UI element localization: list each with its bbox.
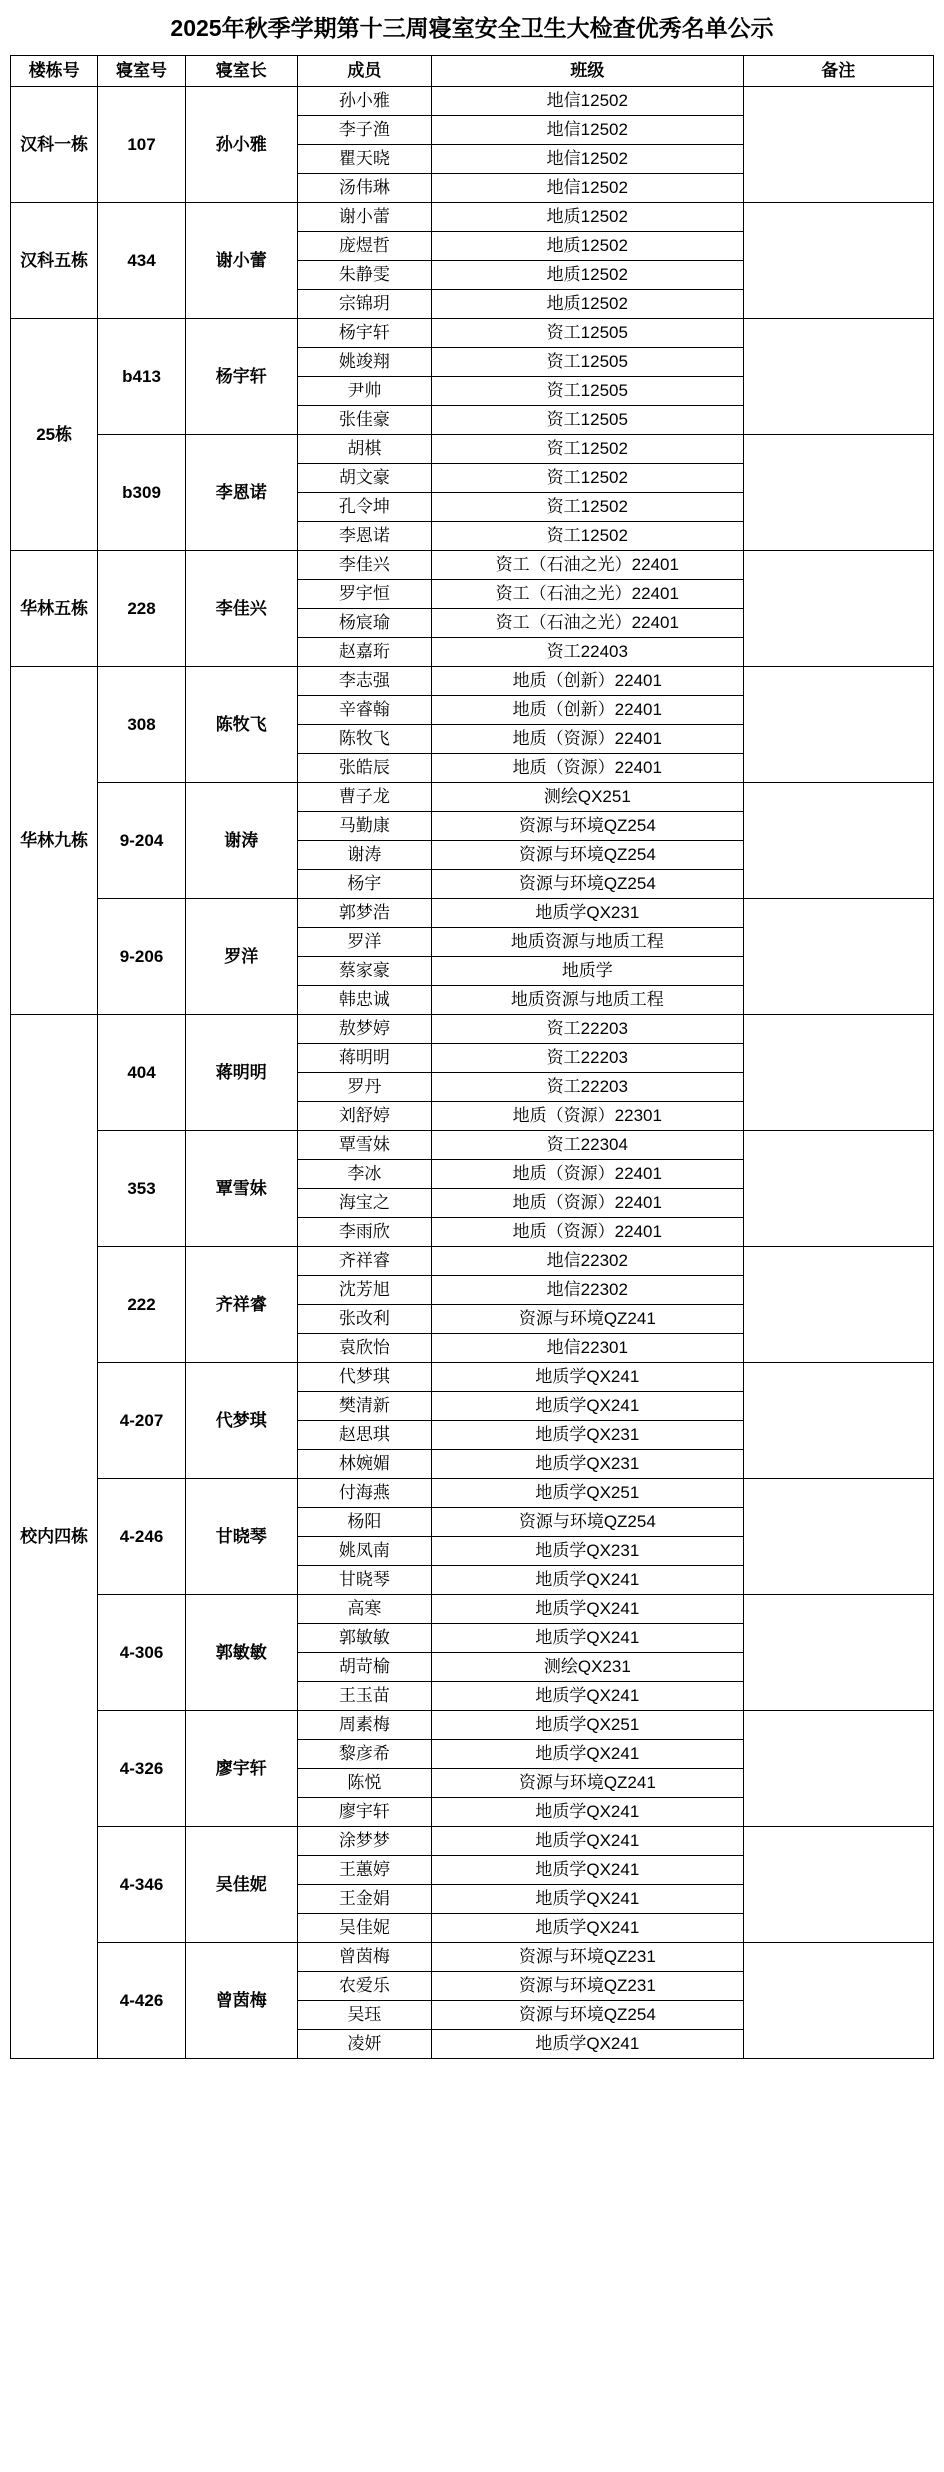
cell-member-name: 谢小蕾	[297, 203, 431, 232]
cell-class: 地质学QX231	[432, 1537, 743, 1566]
cell-class: 地质学QX251	[432, 1711, 743, 1740]
cell-class: 资源与环境QZ254	[432, 2001, 743, 2030]
table-row	[11, 899, 934, 928]
cell-room: 4-346	[98, 1827, 185, 1943]
cell-note	[743, 783, 933, 899]
cell-member-name: 马勤康	[297, 812, 431, 841]
cell-note	[743, 1595, 933, 1711]
cell-member-name: 谢涛	[297, 841, 431, 870]
cell-member-name: 齐祥睿	[297, 1247, 431, 1276]
cell-class: 测绘QX231	[432, 1653, 743, 1682]
cell-class: 资源与环境QZ241	[432, 1305, 743, 1334]
cell-member-name: 黎彦希	[297, 1740, 431, 1769]
cell-member-name: 胡棋	[297, 435, 431, 464]
cell-member-name: 姚凤南	[297, 1537, 431, 1566]
cell-member-name: 廖宇轩	[297, 1798, 431, 1827]
cell-member-name: 付海燕	[297, 1479, 431, 1508]
cell-member-name: 王蕙婷	[297, 1856, 431, 1885]
cell-class: 地质学QX241	[432, 1624, 743, 1653]
cell-member-name: 凌妍	[297, 2030, 431, 2059]
cell-class: 地质学QX241	[432, 1885, 743, 1914]
column-header-leader: 寝室长	[185, 56, 297, 87]
roster-table	[10, 55, 934, 2059]
cell-building: 华林五栋	[11, 551, 98, 667]
cell-room: 308	[98, 667, 185, 783]
cell-note	[743, 1827, 933, 1943]
cell-class: 地质（资源）22401	[432, 1218, 743, 1247]
cell-member-name: 吴珏	[297, 2001, 431, 2030]
cell-class: 资工（石油之光）22401	[432, 609, 743, 638]
cell-note	[743, 1943, 933, 2059]
cell-member-name: 孔令坤	[297, 493, 431, 522]
cell-member-name: 高寒	[297, 1595, 431, 1624]
cell-member-name: 吴佳妮	[297, 1914, 431, 1943]
table-row	[11, 1943, 934, 1972]
column-header-member: 成员	[297, 56, 431, 87]
cell-note	[743, 551, 933, 667]
cell-member-name: 刘舒婷	[297, 1102, 431, 1131]
cell-leader: 孙小雅	[185, 87, 297, 203]
cell-member-name: 瞿天晓	[297, 145, 431, 174]
cell-building: 华林九栋	[11, 667, 98, 1015]
cell-room: 228	[98, 551, 185, 667]
cell-member-name: 杨宇轩	[297, 319, 431, 348]
cell-member-name: 郭梦浩	[297, 899, 431, 928]
cell-member-name: 杨阳	[297, 1508, 431, 1537]
cell-class: 地质学QX251	[432, 1479, 743, 1508]
cell-class: 地信12502	[432, 87, 743, 116]
cell-member-name: 韩忠诚	[297, 986, 431, 1015]
cell-class: 资工（石油之光）22401	[432, 551, 743, 580]
cell-member-name: 海宝之	[297, 1189, 431, 1218]
cell-member-name: 孙小雅	[297, 87, 431, 116]
cell-member-name: 李子渔	[297, 116, 431, 145]
cell-member-name: 张皓辰	[297, 754, 431, 783]
cell-class: 资源与环境QZ231	[432, 1943, 743, 1972]
cell-building: 汉科一栋	[11, 87, 98, 203]
cell-room: 4-326	[98, 1711, 185, 1827]
cell-note	[743, 1015, 933, 1131]
cell-member-name: 陈牧飞	[297, 725, 431, 754]
cell-class: 地质12502	[432, 232, 743, 261]
cell-member-name: 王玉苗	[297, 1682, 431, 1711]
cell-class: 地质学QX241	[432, 1798, 743, 1827]
cell-class: 资工22203	[432, 1015, 743, 1044]
table-row	[11, 1827, 934, 1856]
cell-class: 资工22203	[432, 1044, 743, 1073]
cell-note	[743, 899, 933, 1015]
cell-class: 地质12502	[432, 290, 743, 319]
cell-class: 地信12502	[432, 116, 743, 145]
cell-member-name: 沈芳旭	[297, 1276, 431, 1305]
cell-member-name: 张改利	[297, 1305, 431, 1334]
table-row	[11, 1247, 934, 1276]
cell-class: 测绘QX251	[432, 783, 743, 812]
cell-class: 地质学QX241	[432, 1363, 743, 1392]
cell-leader: 覃雪妹	[185, 1131, 297, 1247]
cell-member-name: 李志强	[297, 667, 431, 696]
cell-member-name: 杨宸瑜	[297, 609, 431, 638]
cell-class: 地质（创新）22401	[432, 696, 743, 725]
cell-class: 地质学QX241	[432, 1392, 743, 1421]
cell-leader: 谢涛	[185, 783, 297, 899]
table-row	[11, 435, 934, 464]
cell-class: 地质学	[432, 957, 743, 986]
table-row	[11, 1015, 934, 1044]
table-row	[11, 203, 934, 232]
cell-class: 地信22301	[432, 1334, 743, 1363]
cell-member-name: 樊清新	[297, 1392, 431, 1421]
column-header-room: 寝室号	[98, 56, 185, 87]
cell-class: 地质12502	[432, 203, 743, 232]
cell-leader: 陈牧飞	[185, 667, 297, 783]
cell-leader: 杨宇轩	[185, 319, 297, 435]
cell-member-name: 林婉媚	[297, 1450, 431, 1479]
cell-member-name: 赵嘉珩	[297, 638, 431, 667]
cell-member-name: 李冰	[297, 1160, 431, 1189]
cell-member-name: 杨宇	[297, 870, 431, 899]
cell-member-name: 周素梅	[297, 1711, 431, 1740]
cell-member-name: 赵思琪	[297, 1421, 431, 1450]
cell-class: 地质学QX241	[432, 1914, 743, 1943]
cell-member-name: 敖梦婷	[297, 1015, 431, 1044]
cell-note	[743, 1479, 933, 1595]
cell-leader: 罗洋	[185, 899, 297, 1015]
table-row	[11, 1711, 934, 1740]
cell-note	[743, 1363, 933, 1479]
cell-class: 地质（资源）22401	[432, 1189, 743, 1218]
cell-class: 资源与环境QZ241	[432, 1769, 743, 1798]
cell-member-name: 袁欣怡	[297, 1334, 431, 1363]
table-header-row	[11, 56, 934, 87]
cell-leader: 谢小蕾	[185, 203, 297, 319]
cell-class: 地质学QX241	[432, 1856, 743, 1885]
cell-member-name: 姚竣翔	[297, 348, 431, 377]
cell-member-name: 朱静雯	[297, 261, 431, 290]
cell-class: 地质（资源）22301	[432, 1102, 743, 1131]
table-row	[11, 1363, 934, 1392]
cell-room: 434	[98, 203, 185, 319]
cell-class: 地质（创新）22401	[432, 667, 743, 696]
cell-class: 资工12505	[432, 406, 743, 435]
table-row	[11, 87, 934, 116]
cell-building: 25栋	[11, 319, 98, 551]
cell-class: 地质学QX241	[432, 2030, 743, 2059]
cell-class: 地质学QX231	[432, 1450, 743, 1479]
cell-note	[743, 1711, 933, 1827]
cell-class: 地信22302	[432, 1276, 743, 1305]
cell-class: 资工22403	[432, 638, 743, 667]
cell-building: 校内四栋	[11, 1015, 98, 2059]
cell-leader: 甘晓琴	[185, 1479, 297, 1595]
cell-member-name: 罗宇恒	[297, 580, 431, 609]
cell-class: 地质（资源）22401	[432, 754, 743, 783]
table-row	[11, 1595, 934, 1624]
cell-class: 地质学QX241	[432, 1566, 743, 1595]
cell-leader: 廖宇轩	[185, 1711, 297, 1827]
table-row	[11, 551, 934, 580]
cell-member-name: 蔡家豪	[297, 957, 431, 986]
cell-class: 资工12502	[432, 493, 743, 522]
cell-member-name: 涂梦梦	[297, 1827, 431, 1856]
cell-class: 资工（石油之光）22401	[432, 580, 743, 609]
cell-note	[743, 435, 933, 551]
cell-note	[743, 319, 933, 435]
cell-note	[743, 87, 933, 203]
table-row	[11, 667, 934, 696]
cell-class: 地质资源与地质工程	[432, 986, 743, 1015]
table-row	[11, 783, 934, 812]
cell-room: 9-206	[98, 899, 185, 1015]
cell-note	[743, 667, 933, 783]
cell-member-name: 曹子龙	[297, 783, 431, 812]
cell-member-name: 庞煜哲	[297, 232, 431, 261]
cell-note	[743, 1131, 933, 1247]
column-header-building: 楼栋号	[11, 56, 98, 87]
cell-room: 4-246	[98, 1479, 185, 1595]
cell-class: 地质学QX241	[432, 1827, 743, 1856]
cell-member-name: 李恩诺	[297, 522, 431, 551]
table-body	[11, 87, 934, 2059]
cell-member-name: 罗洋	[297, 928, 431, 957]
cell-member-name: 陈悦	[297, 1769, 431, 1798]
cell-member-name: 农爱乐	[297, 1972, 431, 2001]
table-header	[11, 56, 934, 87]
cell-leader: 吴佳妮	[185, 1827, 297, 1943]
cell-room: 404	[98, 1015, 185, 1131]
cell-leader: 代梦琪	[185, 1363, 297, 1479]
cell-room: b413	[98, 319, 185, 435]
cell-class: 资源与环境QZ254	[432, 812, 743, 841]
cell-member-name: 宗锦玥	[297, 290, 431, 319]
page-title: 2025年秋季学期第十三周寝室安全卫生大检查优秀名单公示	[170, 15, 774, 41]
cell-note	[743, 203, 933, 319]
table-row	[11, 319, 934, 348]
cell-member-name: 李佳兴	[297, 551, 431, 580]
cell-class: 地质学QX231	[432, 899, 743, 928]
cell-member-name: 蒋明明	[297, 1044, 431, 1073]
table-row	[11, 1479, 934, 1508]
cell-class: 资工22203	[432, 1073, 743, 1102]
cell-building: 汉科五栋	[11, 203, 98, 319]
cell-room: 9-204	[98, 783, 185, 899]
cell-member-name: 曾茵梅	[297, 1943, 431, 1972]
cell-room: 222	[98, 1247, 185, 1363]
cell-class: 地质（资源）22401	[432, 1160, 743, 1189]
cell-leader: 李恩诺	[185, 435, 297, 551]
cell-class: 资工12505	[432, 377, 743, 406]
cell-class: 地质12502	[432, 261, 743, 290]
cell-member-name: 辛睿翰	[297, 696, 431, 725]
cell-leader: 李佳兴	[185, 551, 297, 667]
cell-member-name: 李雨欣	[297, 1218, 431, 1247]
cell-class: 资工12502	[432, 464, 743, 493]
cell-room: 4-207	[98, 1363, 185, 1479]
cell-class: 地信22302	[432, 1247, 743, 1276]
cell-leader: 曾茵梅	[185, 1943, 297, 2059]
cell-class: 地质学QX241	[432, 1595, 743, 1624]
cell-member-name: 张佳豪	[297, 406, 431, 435]
cell-member-name: 胡苛榆	[297, 1653, 431, 1682]
cell-note	[743, 1247, 933, 1363]
cell-class: 地信12502	[432, 145, 743, 174]
cell-leader: 郭敏敏	[185, 1595, 297, 1711]
cell-class: 资源与环境QZ254	[432, 1508, 743, 1537]
cell-leader: 蒋明明	[185, 1015, 297, 1131]
cell-class: 地信12502	[432, 174, 743, 203]
cell-member-name: 覃雪妹	[297, 1131, 431, 1160]
cell-member-name: 王金娟	[297, 1885, 431, 1914]
cell-leader: 齐祥睿	[185, 1247, 297, 1363]
cell-member-name: 胡文豪	[297, 464, 431, 493]
column-header-class: 班级	[432, 56, 743, 87]
cell-class: 资源与环境QZ231	[432, 1972, 743, 2001]
cell-room: b309	[98, 435, 185, 551]
column-header-note: 备注	[743, 56, 933, 87]
cell-room: 4-306	[98, 1595, 185, 1711]
cell-room: 107	[98, 87, 185, 203]
cell-class: 地质（资源）22401	[432, 725, 743, 754]
cell-member-name: 郭敏敏	[297, 1624, 431, 1653]
cell-room: 353	[98, 1131, 185, 1247]
cell-class: 地质学QX241	[432, 1682, 743, 1711]
cell-class: 资工12505	[432, 348, 743, 377]
cell-class: 资工12502	[432, 522, 743, 551]
cell-class: 资源与环境QZ254	[432, 841, 743, 870]
cell-member-name: 代梦琪	[297, 1363, 431, 1392]
cell-member-name: 罗丹	[297, 1073, 431, 1102]
cell-class: 资工22304	[432, 1131, 743, 1160]
cell-member-name: 汤伟琳	[297, 174, 431, 203]
cell-member-name: 尹帅	[297, 377, 431, 406]
cell-class: 资源与环境QZ254	[432, 870, 743, 899]
table-row	[11, 1131, 934, 1160]
cell-class: 地质学QX231	[432, 1421, 743, 1450]
cell-class: 地质学QX241	[432, 1740, 743, 1769]
cell-class: 地质资源与地质工程	[432, 928, 743, 957]
cell-member-name: 甘晓琴	[297, 1566, 431, 1595]
cell-class: 资工12505	[432, 319, 743, 348]
cell-class: 资工12502	[432, 435, 743, 464]
cell-room: 4-426	[98, 1943, 185, 2059]
